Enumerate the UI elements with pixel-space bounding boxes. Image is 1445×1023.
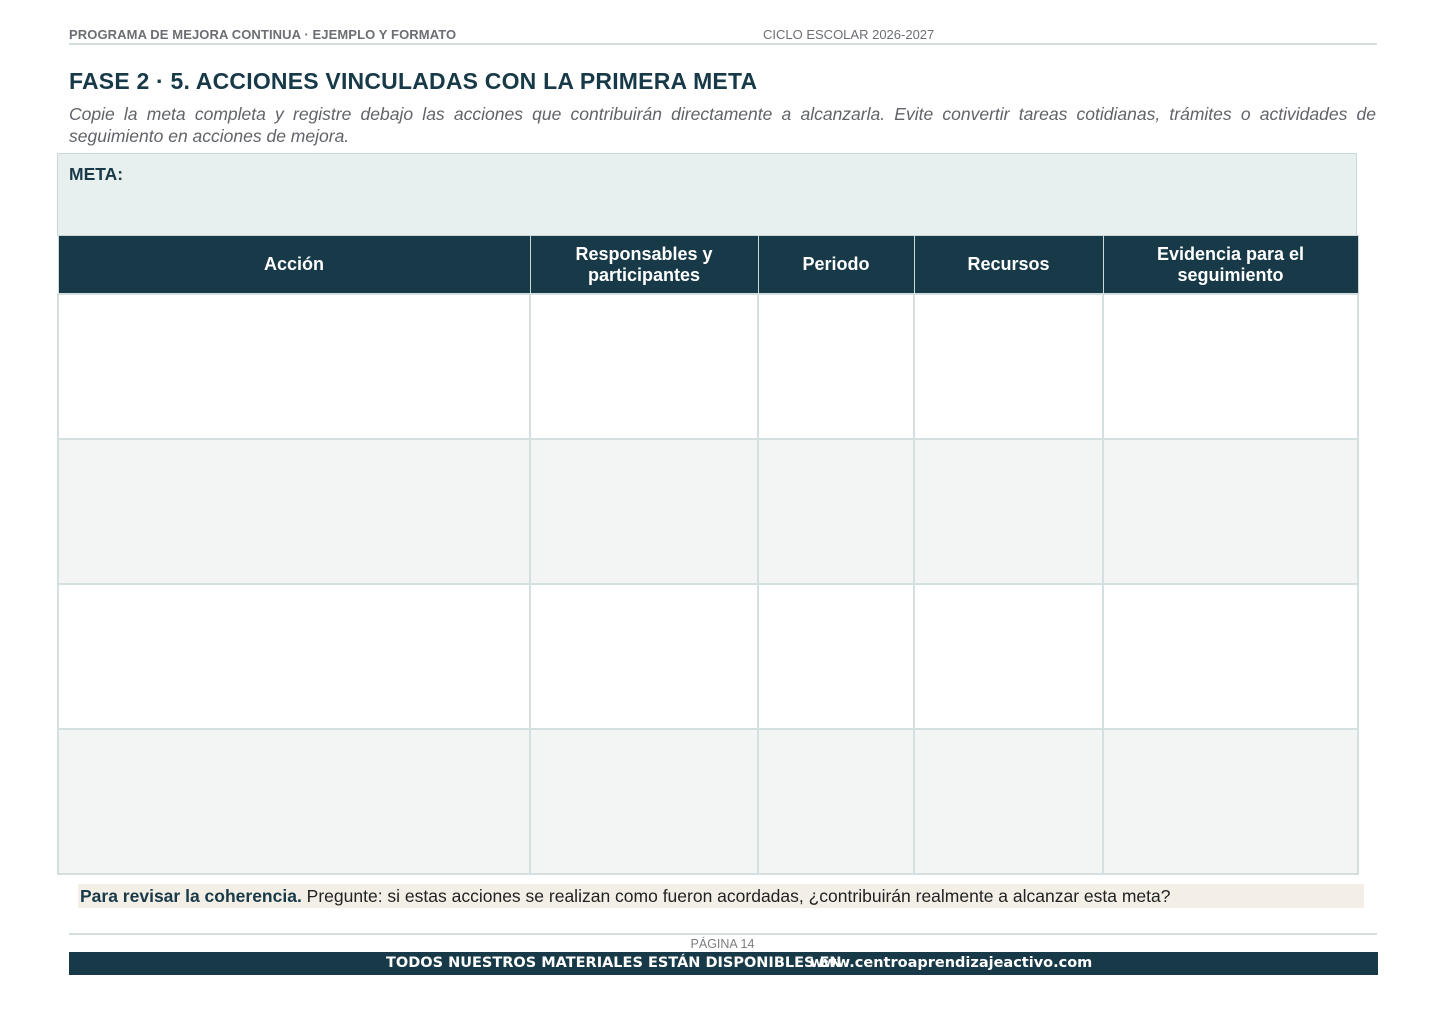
footer-website-link[interactable]: www.centroaprendizajeactivo.com: [810, 955, 1093, 971]
column-header-evidencia: Evidencia para el seguimiento: [1103, 236, 1358, 295]
cell-periodo[interactable]: [758, 294, 914, 439]
footer-banner: [69, 952, 1378, 975]
coherence-note-heading: Para revisar la coherencia.: [80, 886, 302, 906]
cell-responsables[interactable]: [530, 294, 758, 439]
cell-evidencia[interactable]: [1103, 439, 1358, 584]
cell-recursos[interactable]: [914, 729, 1103, 874]
cell-accion[interactable]: [58, 439, 530, 584]
page-instructions: Copie la meta completa y registre debajo las acciones que contribuirán directamente a alcanzarla. Evite convertir tareas cotidianas, trámites o actividades de seguimiento en acciones de mejora.: [69, 104, 1376, 146]
footer-banner-text: TODOS NUESTROS MATERIALES ESTÁN DISPONIBLES EN: [386, 955, 842, 971]
table-row: [58, 439, 1358, 584]
cell-recursos[interactable]: [914, 439, 1103, 584]
cell-accion[interactable]: [58, 584, 530, 729]
header-school-cycle: CICLO ESCOLAR 2026-2027: [763, 27, 935, 42]
cell-periodo[interactable]: [758, 584, 914, 729]
cell-recursos[interactable]: [914, 294, 1103, 439]
table-row: [58, 729, 1358, 874]
cell-evidencia[interactable]: [1103, 729, 1358, 874]
cell-responsables[interactable]: [530, 439, 758, 584]
coherence-note-text: Pregunte: si estas acciones se realizan como fueron acordadas, ¿contribuirán realmente a alcanzar esta meta?: [301, 886, 1171, 906]
cell-responsables[interactable]: [530, 729, 758, 874]
table-row: [58, 584, 1358, 729]
column-header-responsables: Responsables y participantes: [530, 236, 758, 295]
header-program-title: PROGRAMA DE MEJORA CONTINUA · EJEMPLO Y FORMATO: [69, 27, 457, 42]
header-divider: [69, 43, 1377, 45]
coherence-note: [78, 884, 1364, 908]
cell-evidencia[interactable]: [1103, 584, 1358, 729]
cell-periodo[interactable]: [758, 729, 914, 874]
page-title: FASE 2 · 5. ACCIONES VINCULADAS CON LA PRIMERA META: [69, 68, 758, 94]
page-number: PÁGINA 14: [690, 937, 755, 951]
cell-periodo[interactable]: [758, 439, 914, 584]
column-header-accion: Acción: [58, 236, 530, 295]
cell-recursos[interactable]: [914, 584, 1103, 729]
table-header-row: [58, 236, 1358, 295]
cell-accion[interactable]: [58, 294, 530, 439]
column-header-periodo: Periodo: [758, 236, 914, 295]
meta-field[interactable]: [57, 153, 1357, 236]
table-row: [58, 294, 1358, 439]
cell-accion[interactable]: [58, 729, 530, 874]
cell-responsables[interactable]: [530, 584, 758, 729]
column-header-recursos: Recursos: [914, 236, 1103, 295]
cell-evidencia[interactable]: [1103, 294, 1358, 439]
actions-table: [57, 235, 1359, 875]
footer-divider: [69, 933, 1377, 935]
meta-label: META:: [69, 164, 124, 184]
